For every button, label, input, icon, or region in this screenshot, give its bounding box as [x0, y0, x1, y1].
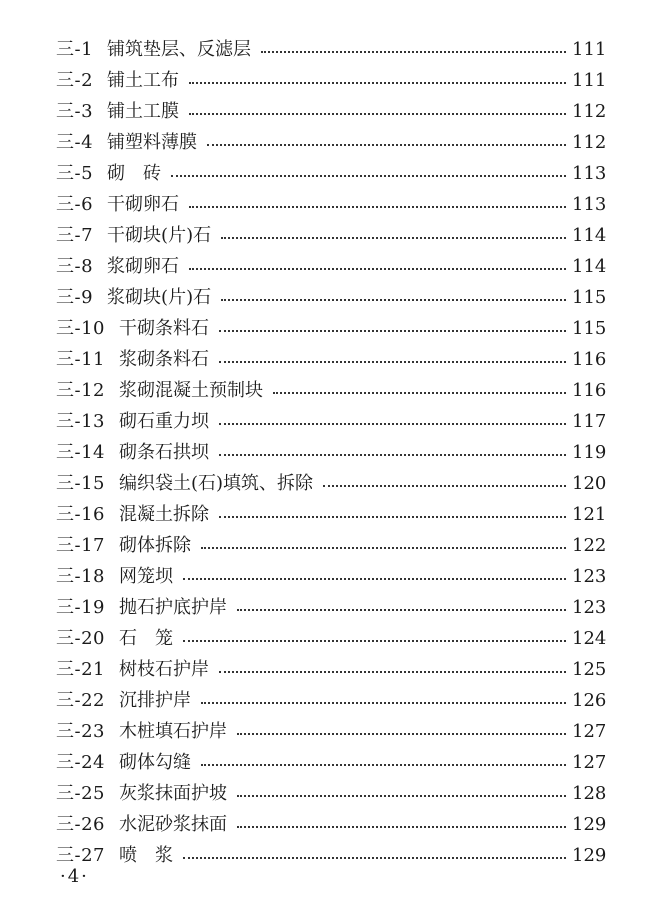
toc-dot-leader	[219, 499, 566, 530]
toc-entry-title: 混凝土拆除	[119, 504, 209, 525]
toc-entry-number: 三-19	[56, 597, 105, 618]
toc-dot-leader	[183, 561, 566, 592]
toc-entry-number: 三-21	[56, 659, 105, 680]
toc-entry	[56, 313, 606, 344]
toc-entry-number: 三-3	[56, 101, 94, 122]
toc-entry-page: 127	[572, 752, 607, 773]
toc-entry-title: 铺土工布	[107, 70, 180, 91]
toc-entry-number: 三-20	[56, 628, 105, 649]
toc-dot-leader	[189, 189, 566, 220]
toc-entry-number: 三-23	[56, 721, 105, 742]
toc-entry	[56, 623, 606, 654]
toc-dot-leader	[219, 406, 566, 437]
toc-entry-title: 喷 浆	[119, 845, 173, 866]
toc-entry	[56, 65, 606, 96]
toc-entry-page: 113	[572, 194, 607, 215]
toc-entry-number: 三-15	[56, 473, 105, 494]
toc-entry-number: 三-2	[56, 70, 94, 91]
toc-entry-number: 三-9	[56, 287, 94, 308]
toc-entry-title: 抛石护底护岸	[119, 597, 227, 618]
toc-dot-leader	[219, 313, 566, 344]
toc-entry-number: 三-8	[56, 256, 94, 277]
toc-entry	[56, 437, 606, 468]
toc-entry-page: 119	[572, 442, 607, 463]
toc-entry-page: 116	[572, 349, 607, 370]
toc-entry-number: 三-4	[56, 132, 94, 153]
toc-entry-title: 干砌卵石	[107, 194, 180, 215]
table-of-contents	[56, 34, 606, 871]
toc-entry-number: 三-13	[56, 411, 105, 432]
toc-entry	[56, 406, 606, 437]
toc-dot-leader	[189, 96, 566, 127]
toc-entry-number: 三-22	[56, 690, 105, 711]
toc-entry-page: 128	[572, 783, 607, 804]
toc-entry-title: 浆砌卵石	[107, 256, 180, 277]
toc-entry	[56, 778, 606, 809]
toc-entry-number: 三-17	[56, 535, 105, 556]
toc-dot-leader	[189, 65, 566, 96]
toc-entry-title: 石 笼	[119, 628, 173, 649]
toc-entry-title: 木桩填石护岸	[119, 721, 227, 742]
page-number: ·4·	[60, 866, 89, 887]
toc-entry-title: 编织袋土(石)填筑、拆除	[119, 473, 314, 494]
toc-entry	[56, 158, 606, 189]
toc-dot-leader	[201, 747, 566, 778]
toc-entry	[56, 34, 606, 65]
toc-entry-title: 砌体拆除	[119, 535, 191, 556]
toc-dot-leader	[261, 34, 566, 65]
toc-entry-title: 砌 砖	[107, 163, 162, 184]
toc-entry	[56, 251, 606, 282]
toc-entry	[56, 127, 606, 158]
toc-entry-title: 干砌块(片)石	[107, 225, 212, 246]
toc-entry-page: 111	[572, 39, 607, 60]
toc-entry	[56, 530, 606, 561]
toc-entry-page: 129	[572, 845, 607, 866]
toc-dot-leader	[201, 530, 566, 561]
toc-entry-number: 三-18	[56, 566, 105, 587]
toc-entry-number: 三-26	[56, 814, 105, 835]
toc-entry-title: 浆砌条料石	[119, 349, 209, 370]
toc-entry-title: 树枝石护岸	[119, 659, 209, 680]
toc-entry-title: 沉排护岸	[119, 690, 191, 711]
toc-entry	[56, 840, 606, 871]
toc-dot-leader	[237, 592, 566, 623]
toc-entry-title: 铺塑料薄膜	[107, 132, 198, 153]
toc-entry	[56, 344, 606, 375]
toc-entry-title: 干砌条料石	[119, 318, 209, 339]
toc-entry-page: 123	[572, 597, 607, 618]
toc-entry-title: 砌体勾缝	[119, 752, 191, 773]
toc-dot-leader	[237, 809, 566, 840]
toc-entry-number: 三-25	[56, 783, 105, 804]
toc-entry-page: 123	[572, 566, 607, 587]
toc-entry	[56, 809, 606, 840]
toc-dot-leader	[207, 127, 566, 158]
toc-entry-number: 三-24	[56, 752, 105, 773]
toc-entry-page: 120	[572, 473, 607, 494]
toc-dot-leader	[237, 778, 566, 809]
toc-entry-page: 115	[572, 287, 607, 308]
toc-entry-page: 127	[572, 721, 607, 742]
toc-entry-number: 三-27	[56, 845, 105, 866]
toc-entry-title: 浆砌混凝土预制块	[119, 380, 263, 401]
toc-entry	[56, 685, 606, 716]
toc-entry-number: 三-10	[56, 318, 105, 339]
toc-entry-page: 112	[572, 101, 607, 122]
toc-entry-title: 网笼坝	[119, 566, 173, 587]
toc-entry-page: 117	[572, 411, 607, 432]
toc-entry-title: 水泥砂浆抹面	[119, 814, 227, 835]
toc-entry-page: 121	[572, 504, 607, 525]
toc-entry-number: 三-5	[56, 163, 94, 184]
toc-entry-number: 三-14	[56, 442, 105, 463]
toc-entry-page: 126	[572, 690, 607, 711]
toc-dot-leader	[201, 685, 566, 716]
toc-entry-title: 浆砌块(片)石	[107, 287, 212, 308]
toc-dot-leader	[189, 251, 566, 282]
toc-entry-page: 112	[572, 132, 607, 153]
toc-entry-number: 三-7	[56, 225, 94, 246]
toc-dot-leader	[237, 716, 566, 747]
toc-dot-leader	[323, 468, 566, 499]
toc-entry-title: 铺筑垫层、反滤层	[107, 39, 252, 60]
toc-dot-leader	[183, 840, 566, 871]
toc-entry-number: 三-11	[56, 349, 105, 370]
toc-entry-title: 灰浆抹面护坡	[119, 783, 227, 804]
toc-entry	[56, 375, 606, 406]
toc-entry-title: 铺土工膜	[107, 101, 180, 122]
toc-dot-leader	[221, 220, 566, 251]
toc-entry-number: 三-12	[56, 380, 105, 401]
toc-entry-number: 三-6	[56, 194, 94, 215]
toc-entry-page: 114	[572, 256, 607, 277]
toc-entry	[56, 468, 606, 499]
toc-entry	[56, 747, 606, 778]
toc-entry	[56, 499, 606, 530]
toc-entry-page: 129	[572, 814, 607, 835]
toc-entry	[56, 189, 606, 220]
toc-entry	[56, 654, 606, 685]
toc-entry-page: 116	[572, 380, 607, 401]
toc-dot-leader	[171, 158, 566, 189]
toc-dot-leader	[183, 623, 566, 654]
toc-entry-number: 三-1	[56, 39, 94, 60]
toc-dot-leader	[221, 282, 566, 313]
toc-entry-page: 115	[572, 318, 607, 339]
toc-entry	[56, 96, 606, 127]
toc-entry	[56, 592, 606, 623]
toc-entry	[56, 561, 606, 592]
toc-entry-number: 三-16	[56, 504, 105, 525]
toc-entry-page: 125	[572, 659, 607, 680]
toc-entry-title: 砌石重力坝	[119, 411, 209, 432]
toc-dot-leader	[219, 654, 566, 685]
toc-entry-page: 113	[572, 163, 607, 184]
toc-entry	[56, 282, 606, 313]
toc-entry-title: 砌条石拱坝	[119, 442, 209, 463]
toc-dot-leader	[219, 344, 566, 375]
toc-entry-page: 114	[572, 225, 607, 246]
toc-entry-page: 124	[572, 628, 607, 649]
toc-entry	[56, 716, 606, 747]
toc-entry-page: 122	[572, 535, 607, 556]
toc-entry	[56, 220, 606, 251]
toc-dot-leader	[273, 375, 566, 406]
toc-entry-page: 111	[572, 70, 607, 91]
toc-dot-leader	[219, 437, 566, 468]
